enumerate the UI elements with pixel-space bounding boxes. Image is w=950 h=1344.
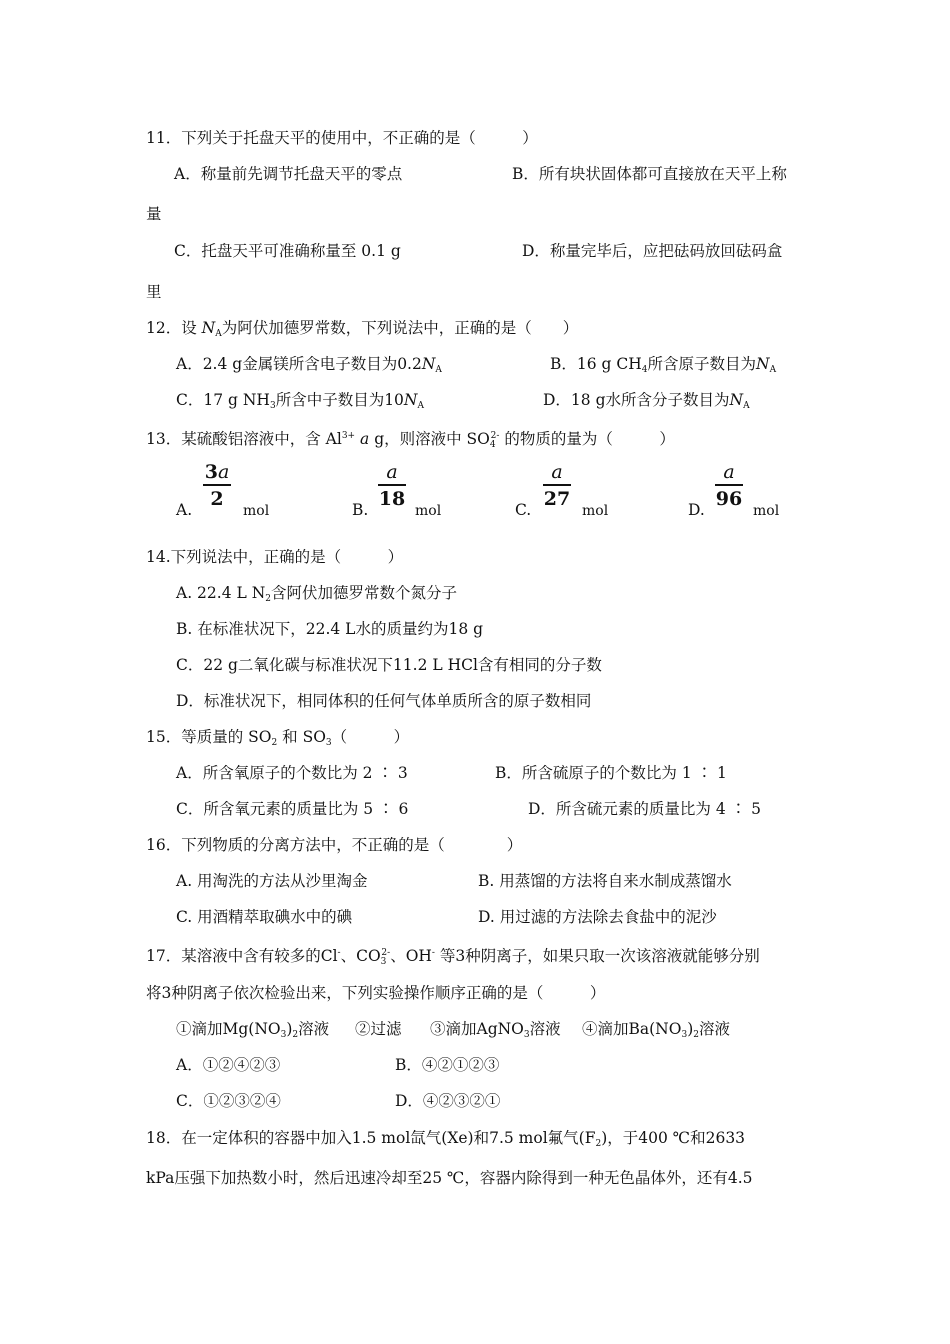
q11-option-b-wrap: 量 [146,205,162,223]
q13-option-d-fraction: a 96 [715,461,743,510]
q17-step-3: ③滴加AgNO$_3$溶液 [430,1020,561,1040]
q13-option-b-unit: mol [415,503,442,519]
q17-option-d: D．④②③②① [395,1092,501,1110]
q12-stem: 12．设 $N_A$为阿伏加德罗常数，下列说法中，正确的是（ ） [146,319,579,339]
q15-option-a: A．所含氧原子的个数比为 2 ∶ 3 [176,764,408,782]
q11-option-b: B．所有块状固体都可直接放在天平上称 [512,165,787,183]
q14-option-a: A. 22.4 L $N_2$含阿伏加德罗常数个氮分子 [176,584,458,604]
q14-option-b: B. 在标准状况下，22.4 L水的质量约为18 g [176,620,484,638]
q13-option-b-label: B. [352,501,369,519]
q17-option-c: C．①②③②④ [176,1092,281,1110]
q11-option-d-wrap: 里 [146,283,162,301]
q14-stem: 14.下列说法中，正确的是（ ） [146,548,404,566]
q13-stem: 13．某硫酸铝溶液中，含 $Al^{3+}$ a g，则溶液中 $SO_4^{2-}$ 的物质的量为（ ） [146,430,675,450]
q18-line2: kPa压强下加热数小时，然后迅速冷却至25 ℃，容器内除得到一种无色晶体外，还有4.5 [146,1169,753,1187]
q15-option-b: B．所含硫原子的个数比为 1 ∶ 1 [495,764,727,782]
q15-option-d: D．所含硫元素的质量比为 4 ∶ 5 [528,800,761,818]
q16-option-b: B. 用蒸馏的方法将自来水制成蒸馏水 [478,872,732,890]
q15-option-c: C．所含氧元素的质量比为 5 ∶ 6 [176,800,409,818]
q15-stem: 15．等质量的 $SO_2$ 和 $SO_3$（ ） [146,728,410,748]
q17-stem-line1: 17．某溶液中含有较多的Cl-、$CO_3^{2-}$、OH- 等3种阴离子，如果只取一次该溶液就能够分别 [146,947,760,967]
q12-option-c: C．17 g $NH_3$所含中子数目为$10N_A$ [176,391,424,411]
q17-step-1: ①滴加$Mg(NO_3)_2$溶液 [176,1020,330,1040]
q12-option-a: A．2.4 g金属镁所含电子数目为$0.2N_A$ [176,355,442,375]
q13-option-a-unit: mol [243,503,270,519]
q13-option-c-fraction: a 27 [543,461,571,510]
q13-option-a-label: A. [176,501,193,519]
q11-option-c: C．托盘天平可准确称量至 0.1 g [174,242,401,260]
q16-option-a: A. 用淘洗的方法从沙里淘金 [176,872,368,890]
q16-stem: 16．下列物质的分离方法中，不正确的是（ ） [146,836,523,854]
q11-option-d: D．称量完毕后，应把砝码放回砝码盒 [522,242,783,260]
q12-option-d: D．18 g水所含分子数目为$N_A$ [543,391,750,411]
q17-stem-line2: 将3种阴离子依次检验出来，下列实验操作顺序正确的是（ ） [146,984,606,1002]
q12-option-b: B．16 g $CH_4$所含原子数目为$N_A$ [550,355,777,375]
q17-step-2: ②过滤 [355,1020,402,1038]
q13-option-d-unit: mol [753,503,780,519]
q13-option-b-fraction: a 18 [378,461,406,510]
q13-option-a-fraction: 3a 2 [204,461,230,510]
q11-option-a: A．称量前先调节托盘天平的零点 [174,165,403,183]
q17-option-a: A．①②④②③ [176,1056,281,1074]
q18-line1: 18．在一定体积的容器中加入1.5 mol氙气(Xe)和7.5 mol氟气$(F_2)$，于400 ℃和2633 [146,1129,746,1149]
q13-option-d-label: D. [688,501,705,519]
q13-option-c-unit: mol [582,503,609,519]
q14-option-c: C．22 g二氧化碳与标准状况下11.2 L HCl含有相同的分子数 [176,656,602,674]
q13-option-c-label: C. [515,501,532,519]
q14-option-d: D．标准状况下，相同体积的任何气体单质所含的原子数相同 [176,692,592,710]
q17-option-b: B．④②①②③ [395,1056,500,1074]
q11-stem: 11．下列关于托盘天平的使用中，不正确的是（ ） [146,129,538,147]
q16-option-c: C. 用酒精萃取碘水中的碘 [176,908,353,926]
q17-step-4: ④滴加$Ba(NO_3)_2$溶液 [582,1020,730,1040]
q16-option-d: D. 用过滤的方法除去食盐中的泥沙 [478,908,717,926]
